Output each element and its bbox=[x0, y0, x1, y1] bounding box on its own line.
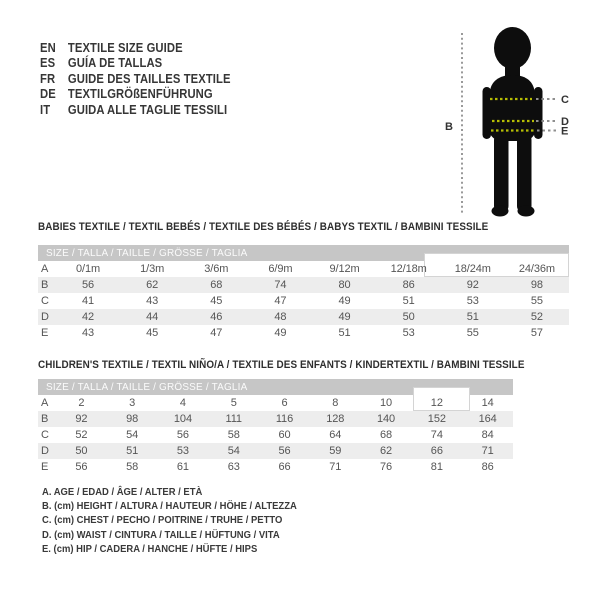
table-cell: 51 bbox=[338, 327, 351, 339]
table-cell: 14 bbox=[481, 397, 494, 409]
language-row bbox=[40, 72, 231, 87]
language-label: TEXTILGRÖßENFÜHRUNG bbox=[67, 87, 213, 102]
legend-line: A. AGE / EDAD / ÂGE / ALTER / ETÀ bbox=[42, 486, 203, 498]
legend-line: C. (cm) CHEST / PECHO / POITRINE / TRUHE / PETTO bbox=[42, 514, 283, 527]
table-cell: 41 bbox=[82, 295, 95, 307]
table-cell: 46 bbox=[210, 311, 223, 323]
table-cell: 56 bbox=[278, 445, 291, 457]
table-cell: 2 bbox=[78, 397, 85, 409]
row-label: B bbox=[41, 413, 49, 425]
table-cell: 6/9m bbox=[268, 263, 293, 275]
table-cell: 61 bbox=[176, 461, 189, 473]
language-code: IT bbox=[40, 102, 51, 117]
row-label: E bbox=[41, 461, 49, 473]
table-cell: 49 bbox=[338, 311, 351, 323]
table-cell: 56 bbox=[75, 461, 88, 473]
language-row bbox=[40, 41, 231, 56]
row-label: C bbox=[41, 429, 49, 441]
row-label: C bbox=[41, 295, 49, 307]
table-cell: 12 bbox=[430, 397, 443, 409]
row-label: B bbox=[41, 279, 49, 291]
language-row bbox=[40, 56, 231, 71]
table-cell: 49 bbox=[274, 327, 287, 339]
table-cell: 84 bbox=[481, 429, 494, 441]
table-cell: 18/24m bbox=[454, 263, 491, 275]
table-cell: 51 bbox=[466, 311, 479, 323]
table-cell: 24/36m bbox=[518, 263, 555, 275]
row-label: A bbox=[41, 397, 49, 409]
size-header-label: SIZE / TALLA / TAILLE / GRÖSSE / TAGLIA bbox=[46, 381, 248, 393]
table-cell: 48 bbox=[274, 311, 287, 323]
language-label: GUÍA DE TALLAS bbox=[67, 56, 163, 71]
babies-table bbox=[38, 245, 569, 341]
table-cell: 51 bbox=[402, 295, 415, 307]
row-label: E bbox=[41, 327, 49, 339]
table-row bbox=[38, 309, 569, 325]
table-cell: 152 bbox=[427, 413, 446, 425]
row-label: D bbox=[41, 311, 49, 323]
table-cell: 8 bbox=[332, 397, 339, 409]
table-cell: 50 bbox=[75, 445, 88, 457]
language-code: FR bbox=[40, 71, 56, 86]
table-cell: 116 bbox=[275, 413, 294, 425]
table-cell: 42 bbox=[82, 311, 95, 323]
table-cell: 53 bbox=[402, 327, 415, 339]
table-cell: 164 bbox=[478, 413, 497, 425]
table-cell: 47 bbox=[210, 327, 223, 339]
table-row bbox=[38, 293, 569, 309]
table-cell: 58 bbox=[227, 429, 240, 441]
table-cell: 43 bbox=[82, 327, 95, 339]
table-cell: 68 bbox=[210, 279, 223, 291]
table-cell: 104 bbox=[173, 413, 192, 425]
table-row bbox=[38, 443, 513, 459]
table-cell: 56 bbox=[176, 429, 189, 441]
table-cell: 63 bbox=[227, 461, 240, 473]
table-cell: 0/1m bbox=[76, 263, 101, 275]
table-cell: 50 bbox=[402, 311, 415, 323]
table-cell: 52 bbox=[530, 311, 543, 323]
table-cell: 47 bbox=[274, 295, 287, 307]
table-cell: 1/3m bbox=[140, 263, 165, 275]
table-row bbox=[38, 325, 569, 341]
table-cell: 60 bbox=[278, 429, 291, 441]
table-cell: 92 bbox=[466, 279, 479, 291]
language-label: GUIDA ALLE TAGLIE TESSILI bbox=[67, 102, 228, 117]
table-row bbox=[38, 411, 513, 427]
table-cell: 53 bbox=[466, 295, 479, 307]
row-label: D bbox=[41, 445, 49, 457]
table-cell: 86 bbox=[402, 279, 415, 291]
table-cell: 53 bbox=[176, 445, 189, 457]
figure-label-c: C bbox=[561, 94, 569, 106]
legend-line: E. (cm) HIP / CADERA / HANCHE / HÜFTE / HIPS bbox=[42, 542, 258, 555]
figure-label-e: E bbox=[561, 125, 569, 138]
table-cell: 98 bbox=[530, 279, 543, 291]
table-cell: 80 bbox=[338, 279, 351, 291]
table-row bbox=[38, 277, 569, 293]
table-cell: 51 bbox=[126, 445, 139, 457]
table-cell: 68 bbox=[380, 429, 393, 441]
table-cell: 64 bbox=[329, 429, 342, 441]
table-cell: 140 bbox=[377, 413, 396, 425]
table-cell: 12/18m bbox=[390, 263, 427, 275]
table-cell: 111 bbox=[225, 413, 242, 425]
table-cell: 52 bbox=[75, 429, 88, 441]
table-cell: 92 bbox=[75, 413, 88, 425]
language-code: EN bbox=[40, 41, 56, 55]
legend-line: B. (cm) HEIGHT / ALTURA / HAUTEUR / HÖHE / ALTEZZA bbox=[42, 500, 297, 513]
table-cell: 55 bbox=[530, 295, 543, 307]
table-cell: 44 bbox=[146, 311, 159, 323]
table-cell: 62 bbox=[380, 445, 393, 457]
table-row bbox=[38, 459, 513, 475]
table-cell: 10 bbox=[380, 397, 393, 409]
language-code: DE bbox=[40, 87, 56, 102]
table-cell: 58 bbox=[126, 461, 139, 473]
table-cell: 49 bbox=[338, 295, 351, 307]
table-cell: 128 bbox=[326, 413, 345, 425]
table-cell: 55 bbox=[466, 327, 479, 339]
table-cell: 59 bbox=[329, 445, 342, 457]
table-cell: 74 bbox=[274, 279, 287, 291]
table-cell: 71 bbox=[481, 445, 494, 457]
children-table bbox=[38, 379, 513, 475]
table-cell: 56 bbox=[82, 279, 95, 291]
table-cell: 43 bbox=[146, 295, 159, 307]
table-cell: 71 bbox=[329, 461, 342, 473]
language-list bbox=[40, 41, 231, 118]
legend-line: D. (cm) WAIST / CINTURA / TAILLE / HÜFTUNG / VITA bbox=[42, 528, 280, 541]
table-cell: 5 bbox=[230, 397, 237, 409]
table-cell: 57 bbox=[530, 327, 543, 339]
table-cell: 98 bbox=[126, 413, 139, 425]
measurement-legend bbox=[42, 485, 297, 556]
figure-label-b: B bbox=[445, 121, 453, 133]
language-row bbox=[40, 87, 231, 102]
size-header-label: SIZE / TALLA / TAILLE / GRÖSSE / TAGLIA bbox=[46, 247, 248, 259]
row-label: A bbox=[41, 263, 49, 275]
table-cell: 9/12m bbox=[329, 263, 360, 275]
table-cell: 3/6m bbox=[204, 263, 229, 275]
table-row bbox=[38, 395, 513, 411]
table-cell: 62 bbox=[146, 279, 159, 291]
table-cell: 76 bbox=[380, 461, 393, 473]
table-cell: 45 bbox=[210, 295, 223, 307]
language-label: GUIDE DES TAILLES TEXTILE bbox=[67, 71, 231, 86]
table-cell: 66 bbox=[278, 461, 291, 473]
table-cell: 6 bbox=[281, 397, 288, 409]
table-cell: 86 bbox=[481, 461, 494, 473]
babies-table-title: BABIES TEXTILE / TEXTIL BEBÉS / TEXTILE DES BÉBÉS / BABYS TEXTIL / BAMBINI TESSILE bbox=[38, 221, 489, 233]
table-cell: 81 bbox=[430, 461, 443, 473]
table-cell: 54 bbox=[227, 445, 240, 457]
table-cell: 54 bbox=[126, 429, 139, 441]
language-label: TEXTILE SIZE GUIDE bbox=[67, 41, 183, 55]
table-row bbox=[38, 261, 569, 277]
language-row bbox=[40, 103, 231, 118]
table-cell: 66 bbox=[430, 445, 443, 457]
table-cell: 45 bbox=[146, 327, 159, 339]
child-measurement-figure bbox=[440, 18, 590, 226]
figure-label-d: D bbox=[561, 116, 569, 128]
table-row bbox=[38, 427, 513, 443]
children-table-title: CHILDREN'S TEXTILE / TEXTIL NIÑO/A / TEXTILE DES ENFANTS / KINDERTEXTIL / BAMBINI TESSILE bbox=[38, 359, 525, 371]
table-cell: 4 bbox=[179, 397, 186, 409]
table-cell: 3 bbox=[129, 397, 136, 409]
language-code: ES bbox=[40, 56, 56, 71]
table-cell: 74 bbox=[430, 429, 443, 441]
